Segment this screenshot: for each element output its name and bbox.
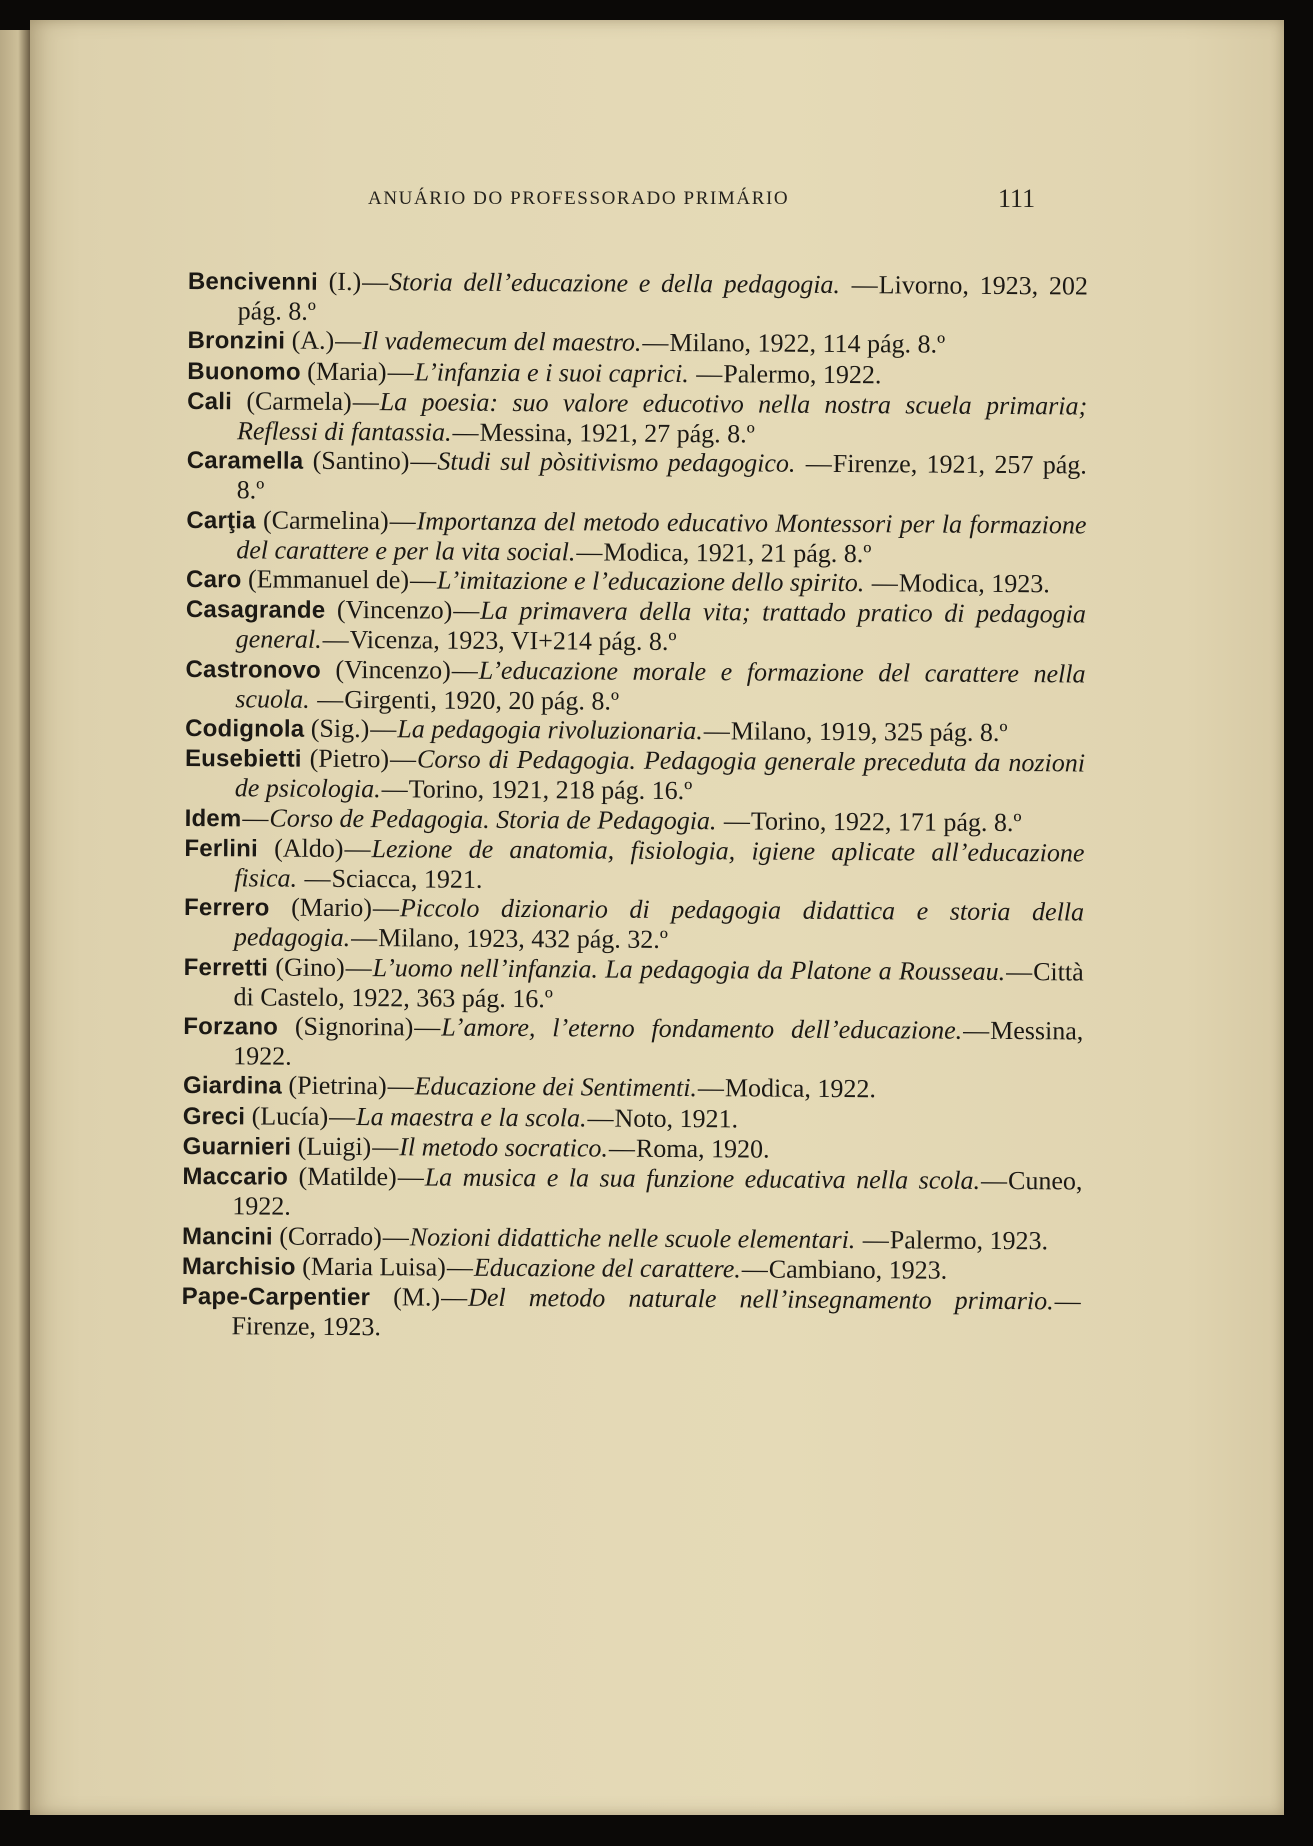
bibliography-entry: Greci (Lucía)—La maestra e la scola.—Noto, 1921. bbox=[182, 1101, 739, 1134]
page-number: 111 bbox=[998, 184, 1036, 213]
entry-given-name: (Sig.) bbox=[310, 713, 370, 744]
entry-title: Educazione dei Sentimenti. bbox=[414, 1071, 698, 1103]
entry-author: Castronovo bbox=[185, 655, 321, 684]
entry-title: Il vademecum del maestro. bbox=[362, 326, 642, 358]
entry-title: La primavera della vita; trattado pratico di pedagogia general. bbox=[235, 596, 1086, 655]
entry-imprint: Livorno, 1923, 202 pág. 8.º bbox=[237, 270, 1088, 326]
entry-author: Bronzini bbox=[187, 327, 286, 356]
entry-imprint: Cuneo, 1922. bbox=[232, 1166, 1083, 1221]
entry-given-name: (Emmanuel de) bbox=[247, 564, 410, 595]
entry-title: L’imitazione e l’educazione dello spirito. bbox=[436, 565, 865, 598]
entry-imprint: Girgenti, 1920, 20 pág. 8.º bbox=[344, 684, 620, 716]
entry-imprint: Modica, 1922. bbox=[724, 1073, 876, 1104]
entry-given-name: (Santino) bbox=[312, 445, 410, 476]
entry-title: Piccolo dizionario di pedagogia didattica e storia della pedagogia. bbox=[233, 893, 1085, 953]
entry-given-name: (Vincenzo) bbox=[336, 595, 453, 625]
entry-author: Caramella bbox=[186, 447, 304, 475]
entry-given-name: (Carmelina) bbox=[262, 505, 389, 535]
entry-title: Del metodo naturale nell’insegnamento primario. bbox=[468, 1282, 1054, 1316]
entry-title: La musica e la sua funzione educativa nella scola. bbox=[424, 1162, 981, 1195]
bibliography-entry: Ferretti (Gino)—L’uomo nell’infanzia. La pedagogia da Platone a Rousseau.—Città di Castelo, 1922, 363 pág. 16.º bbox=[183, 952, 1084, 1014]
entry-given-name: (Pietro) bbox=[309, 744, 390, 774]
entry-imprint: Città di Castelo, 1922, 363 pág. 16.º bbox=[233, 956, 1084, 1014]
entry-given-name: (Corrado) bbox=[279, 1221, 382, 1251]
entry-imprint: Palermo, 1922. bbox=[723, 358, 882, 389]
bibliography-entry: Bronzini (A.)—Il vademecum del maestro.—Milano, 1922, 114 pág. 8.º bbox=[187, 326, 946, 360]
entry-author: Eusebietti bbox=[184, 745, 302, 773]
entry-title: L’educazione morale e formazione del carattere nella scuola. bbox=[235, 655, 1086, 714]
running-head bbox=[30, 170, 1284, 213]
bibliography-entry: Guarnieri (Luigi)—Il metodo socratico.—Roma, 1920. bbox=[182, 1131, 770, 1164]
entry-given-name: (Aldo) bbox=[274, 833, 344, 863]
entry-title: La poesia: suo valore educotivo nella nostra scuela primaria; Reflessi di fantassia. bbox=[236, 386, 1088, 447]
facing-page-edge bbox=[0, 30, 30, 1810]
bibliography-entry: Ferlini (Aldo)—Lezione de anatomia, fisiologia, igiene aplicate all’educazione fisica. —Sciacca, 1921. bbox=[184, 833, 1085, 894]
entry-author: Codignola bbox=[185, 715, 305, 743]
entry-title: L’amore, l’eterno fondamento dell’educazione. bbox=[441, 1012, 963, 1045]
bibliography-entry: Cali (Carmela)—La poesia: suo valore educotivo nella nostra scuela primaria; Reflessi di fantassia.—Messina, 1921, 27 pág. 8.º bbox=[187, 386, 1088, 449]
entry-author: Casagrande bbox=[185, 596, 326, 625]
bibliography-entry: Codignola (Sig.)—La pedagogia rivoluzionaria.—Milano, 1919, 325 pág. 8.º bbox=[185, 713, 1008, 748]
entry-author: Maccario bbox=[182, 1163, 289, 1191]
entry-imprint: Modica, 1921, 21 pág. 8.º bbox=[603, 537, 872, 569]
entry-given-name: (Maria) bbox=[307, 356, 387, 386]
entry-title: Il metodo socratico. bbox=[399, 1132, 609, 1163]
entry-given-name: (A.) bbox=[291, 326, 335, 356]
entry-author: Ferrero bbox=[183, 894, 270, 922]
bibliography-entry: Maccario (Matilde)—La musica e la sua funzione educativa nella scola.—Cuneo, 1922. bbox=[182, 1161, 1083, 1221]
entry-imprint: Firenze, 1921, 257 pág. 8.º bbox=[236, 449, 1087, 505]
entry-title: Nozioni didattiche nelle scuole elementari. bbox=[409, 1221, 856, 1254]
entry-author: Bencivenni bbox=[187, 267, 319, 296]
entry-given-name: (I.) bbox=[328, 266, 362, 297]
entry-title: Corso de Pedagogia. Storia de Pedagogia. bbox=[269, 803, 717, 835]
bibliography-entry: Giardina (Pietrina)—Educazione dei Sentimenti.—Modica, 1922. bbox=[182, 1071, 876, 1104]
entry-given-name: (Vincenzo) bbox=[335, 654, 451, 685]
entry-title: Lezione de anatomia, fisiologia, igiene aplicate all’educazione fisica. bbox=[234, 833, 1085, 893]
entry-title: Corso di Pedagogia. Pedagogia generale preceduta da nozioni de psicologia. bbox=[234, 744, 1086, 804]
entry-author: Carţia bbox=[186, 506, 256, 535]
entry-given-name: (Pietrina) bbox=[288, 1071, 387, 1101]
running-title: ANUÁRIO DO PROFESSORADO PRIMÁRIO bbox=[368, 188, 790, 209]
entry-imprint: Roma, 1920. bbox=[635, 1133, 770, 1164]
bibliography-entry: Mancini (Corrado)—Nozioni didattiche nelle scuole elementari. —Palermo, 1923. bbox=[181, 1221, 1049, 1255]
entry-author: Ferretti bbox=[183, 953, 269, 982]
bibliography-list bbox=[181, 266, 1088, 1346]
entry-given-name: (Gino) bbox=[275, 952, 345, 982]
entry-given-name: (Carmela) bbox=[246, 386, 352, 416]
bibliography-entry: Bencivenni (I.)—Storia dell’educazione e della pedagogia. —Livorno, 1923, 202 pág. 8.º bbox=[187, 266, 1088, 326]
bibliography-entry: Pape-Carpentier (M.)—Del metodo naturale nell’insegnamento primario.—Firenze, 1923. bbox=[181, 1282, 1081, 1342]
bibliography-entry: Caro (Emmanuel de)—L’imitazione e l’educazione dello spirito. —Modica, 1923. bbox=[186, 564, 1050, 599]
entry-title: Storia dell’educazione e della pedagogia. bbox=[389, 267, 841, 299]
entry-imprint: Milano, 1919, 325 pág. 8.º bbox=[730, 716, 1008, 748]
entry-given-name: (Signorina) bbox=[294, 1011, 414, 1042]
entry-given-name: (Luigi) bbox=[297, 1131, 372, 1162]
entry-imprint: Torino, 1921, 218 pág. 16.º bbox=[408, 774, 693, 806]
bibliography-entry: Caramella (Santino)—Studi sul pòsitivismo pedagogico. —Firenze, 1921, 257 pág. 8.º bbox=[186, 445, 1087, 505]
entry-imprint: Messina, 1921, 27 pág. 8.º bbox=[479, 417, 755, 449]
entry-imprint: Palermo, 1923. bbox=[889, 1224, 1049, 1255]
entry-imprint: Firenze, 1923. bbox=[231, 1311, 382, 1342]
bibliography-entry: Castronovo (Vincenzo)—L’educazione morale e formazione del carattere nella scuola. —Girgenti, 1920, 20 pág. 8.º bbox=[185, 654, 1086, 716]
entry-title: La pedagogia rivoluzionaria. bbox=[397, 714, 703, 746]
entry-imprint: Sciacca, 1921. bbox=[331, 863, 483, 894]
entry-author: Ferlini bbox=[184, 834, 258, 863]
bibliography-entry: Carţia (Carmelina)—Importanza del metodo educativo Montessori per la formazione del carattere e per la vita social.—Modica, 1921, 21 pág. 8.º bbox=[186, 505, 1087, 569]
entry-imprint: Modica, 1923. bbox=[898, 568, 1050, 599]
bibliography-entry: Forzano (Signorina)—L’amore, l’eterno fondamento dell’educazione.—Messina, 1922. bbox=[183, 1011, 1084, 1071]
entry-title: L’infanzia e i suoi caprici. bbox=[414, 356, 689, 388]
entry-author: Idem bbox=[184, 804, 242, 832]
entry-title: L’uomo nell’infanzia. La pedagogia da Platone a Rousseau. bbox=[372, 952, 1006, 986]
entry-given-name: (Lucía) bbox=[251, 1101, 329, 1131]
entry-title: Importanza del metodo educativo Montessori per la formazione del carattere e per la vita social. bbox=[236, 506, 1087, 567]
entry-author: Buonomo bbox=[187, 357, 301, 386]
entry-imprint: Vicenza, 1923, VI+214 pág. 8.º bbox=[349, 625, 677, 657]
entry-author: Greci bbox=[182, 1102, 246, 1131]
bibliography-entry: Idem—Corso de Pedagogia. Storia de Pedagogia. —Torino, 1922, 171 pág. 8.º bbox=[184, 802, 1022, 837]
entry-imprint: Torino, 1922, 171 pág. 8.º bbox=[750, 806, 1022, 837]
entry-given-name: (Maria Luisa) bbox=[302, 1251, 446, 1282]
entry-author: Forzano bbox=[183, 1013, 279, 1041]
bibliography-entry: Ferrero (Mario)—Piccolo dizionario di pedagogia didattica e storia della pedagogia.—Milano, 1923, 432 pág. 32.º bbox=[183, 892, 1085, 955]
bibliography-entry: Casagrande (Vincenzo)—La primavera della vita; trattado pratico di pedagogia general.—Vicenza, 1923, VI+214 pág. 8.º bbox=[185, 595, 1086, 657]
entry-author: Pape-Carpentier bbox=[181, 1282, 371, 1312]
entry-imprint: Milano, 1922, 114 pág. 8.º bbox=[669, 328, 946, 360]
entry-imprint: Noto, 1921. bbox=[614, 1103, 739, 1134]
bibliography-entry: Eusebietti (Pietro)—Corso di Pedagogia. Pedagogia generale preceduta da nozioni de psicologia.—Torino, 1921, 218 pág. 16.º bbox=[184, 744, 1086, 806]
entry-title: Studi sul pòsitivismo pedagogico. bbox=[437, 446, 796, 478]
entry-author: Giardina bbox=[182, 1072, 283, 1101]
entry-author: Guarnieri bbox=[182, 1132, 292, 1161]
entry-author: Mancini bbox=[181, 1222, 273, 1251]
entry-given-name: (Matilde) bbox=[298, 1161, 397, 1192]
bibliography-entry: Buonomo (Maria)—L’infanzia e i suoi caprici. —Palermo, 1922. bbox=[187, 356, 882, 389]
entry-title: Educazione del carattere. bbox=[473, 1252, 741, 1284]
entry-imprint: Messina, 1922. bbox=[233, 1015, 1084, 1071]
entry-author: Caro bbox=[186, 566, 242, 594]
bibliography-entry: Marchisio (Maria Luisa)—Educazione del carattere.—Cambiano, 1923. bbox=[181, 1251, 948, 1285]
entry-title: La maestra e la scola. bbox=[356, 1101, 587, 1133]
entry-imprint: Cambiano, 1923. bbox=[768, 1254, 948, 1285]
entry-given-name: (Mario) bbox=[291, 892, 373, 923]
book-page bbox=[30, 20, 1284, 1815]
entry-imprint: Milano, 1923, 432 pág. 32.º bbox=[378, 923, 668, 955]
entry-author: Cali bbox=[187, 387, 233, 416]
entry-author: Marchisio bbox=[181, 1252, 296, 1281]
entry-given-name: (M.) bbox=[393, 1282, 441, 1312]
